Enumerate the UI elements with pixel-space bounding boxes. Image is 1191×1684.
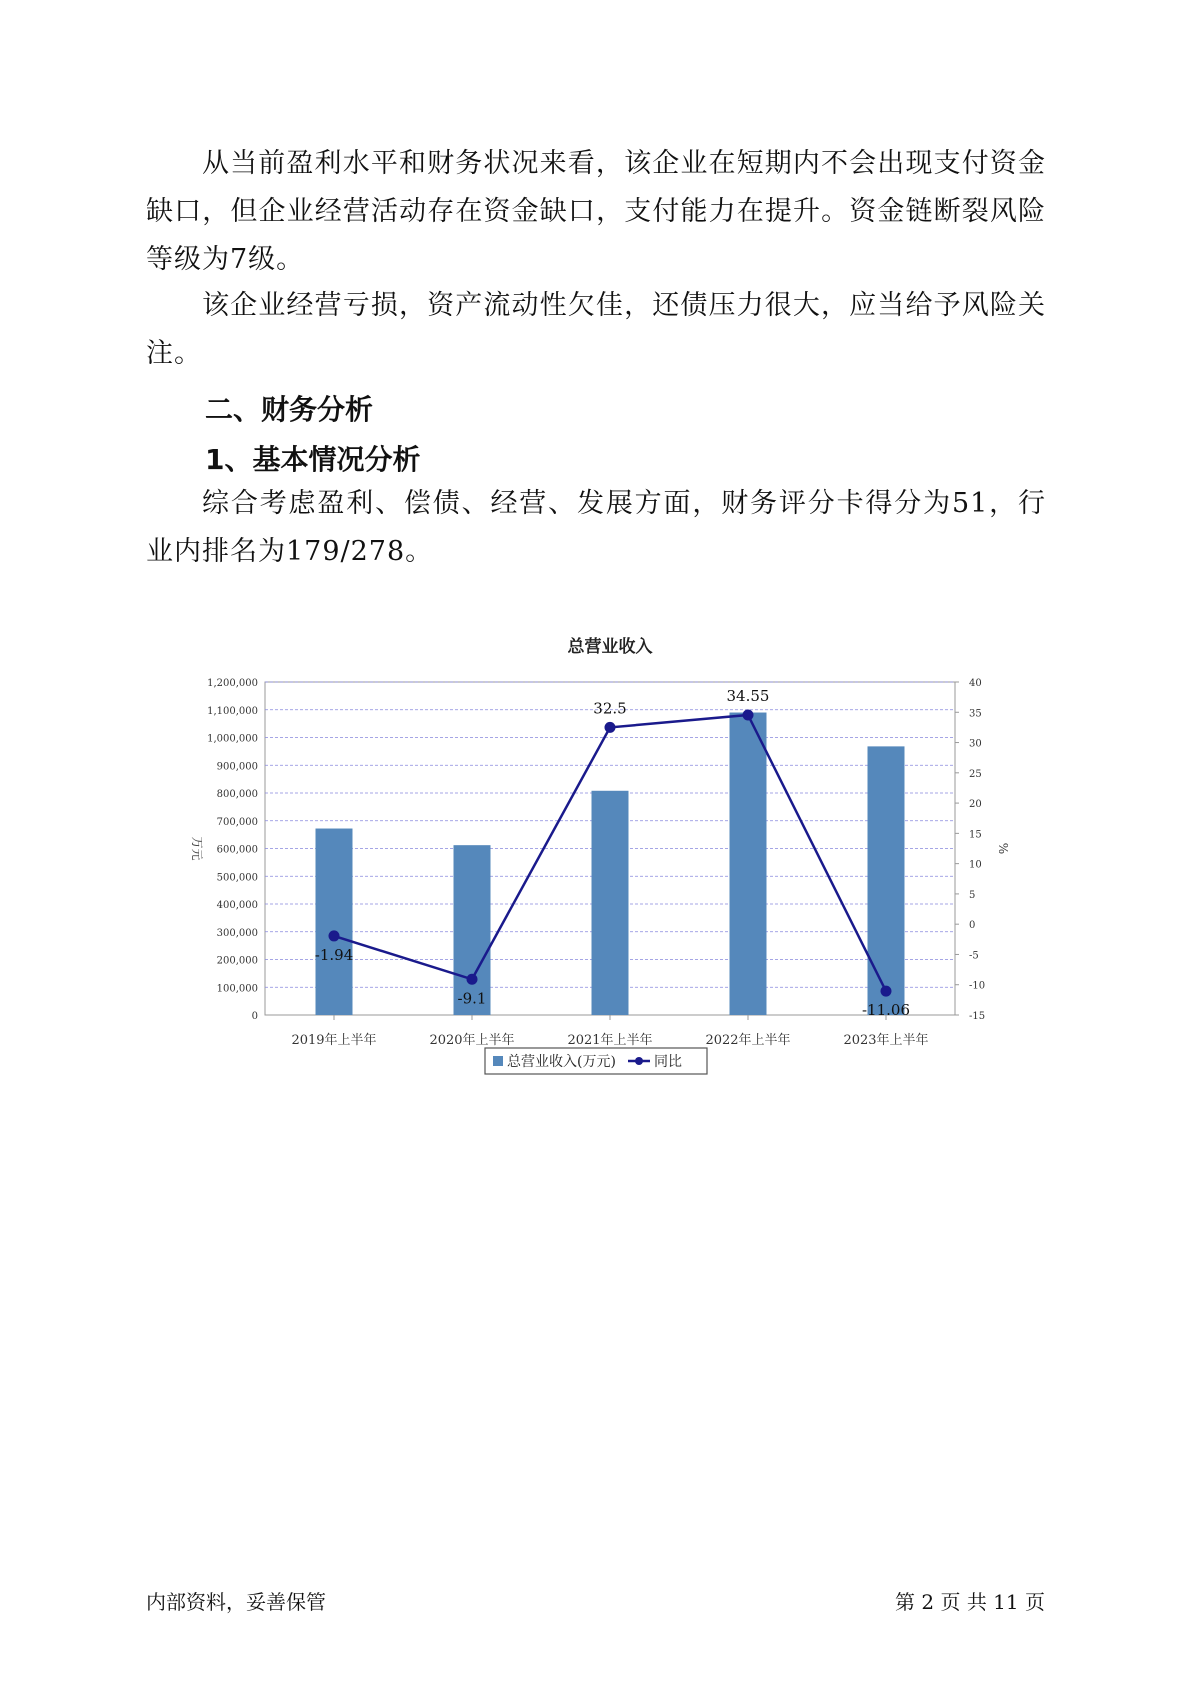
y2-tick-label: 5 — [969, 889, 976, 901]
legend-label-revenue: 总营业收入(万元) — [507, 1054, 616, 1070]
yoy-point — [605, 722, 616, 733]
section-heading: 二、财务分析 — [205, 393, 374, 426]
y2-tick-label: 30 — [969, 738, 982, 750]
x-tick-label: 2019年上半年 — [291, 1033, 377, 1048]
y-tick-label: 300,000 — [216, 927, 258, 939]
x-tick-label: 2023年上半年 — [843, 1033, 929, 1048]
y2-tick-label: 15 — [969, 829, 982, 841]
yoy-data-label: -11.06 — [861, 1001, 911, 1020]
chart-title: 总营业收入 — [567, 637, 653, 657]
y2-tick-label: 10 — [969, 859, 982, 871]
y2-axis-label: % — [996, 842, 1010, 855]
footer-confidential: 内部资料，妥善保管 — [146, 1590, 326, 1614]
y-tick-label: 200,000 — [216, 955, 258, 967]
subsection-heading: 1、基本情况分析 — [205, 443, 421, 476]
paragraph-scorecard: 综合考虑盈利、偿债、经营、发展方面，财务评分卡得分为51，行业内排名为179/278。 — [146, 488, 1046, 567]
bar — [316, 829, 353, 1015]
y-tick-label: 0 — [251, 1011, 258, 1022]
yoy-point — [329, 930, 340, 941]
y2-tick-label: -10 — [969, 980, 986, 992]
y2-tick-label: 35 — [969, 708, 982, 720]
x-tick-label: 2021年上半年 — [567, 1033, 653, 1048]
y2-tick-label: 40 — [969, 678, 982, 689]
revenue-chart — [170, 630, 1020, 1090]
x-tick-label: 2022年上半年 — [705, 1033, 791, 1048]
legend-swatch-point — [635, 1057, 643, 1065]
yoy-data-label: -1.94 — [314, 945, 354, 964]
y2-tick-label: 0 — [969, 920, 976, 932]
x-tick-label: 2020年上半年 — [429, 1033, 515, 1048]
yoy-data-label: 34.55 — [726, 686, 770, 705]
y-tick-label: 900,000 — [216, 761, 258, 773]
y-tick-label: 700,000 — [216, 816, 258, 828]
y-axis-label: 万元 — [190, 836, 204, 861]
legend — [485, 1048, 707, 1074]
y-tick-label: 800,000 — [216, 789, 258, 800]
yoy-point — [881, 986, 892, 997]
footer-page-number: 第 2 页 共 11 页 — [895, 1590, 1045, 1614]
legend-swatch-bar — [493, 1056, 503, 1066]
y-tick-label: 500,000 — [216, 872, 258, 884]
paragraph-risk: 该企业经营亏损，资产流动性欠佳，还债压力很大，应当给予风险关注。 — [146, 290, 1046, 369]
yoy-data-label: 32.5 — [593, 699, 627, 718]
paragraph-liquidity: 从当前盈利水平和财务状况来看，该企业在短期内不会出现支付资金缺口，但企业经营活动存在资金缺口，支付能力在提升。资金链断裂风险等级为7级。 — [146, 148, 1046, 275]
y2-tick-label: -15 — [969, 1011, 986, 1022]
y2-tick-label: -5 — [969, 950, 979, 962]
yoy-point — [743, 709, 754, 720]
y-tick-label: 1,000,000 — [207, 733, 258, 745]
y-tick-label: 400,000 — [216, 900, 258, 911]
y2-tick-label: 25 — [969, 768, 982, 780]
y-tick-label: 1,200,000 — [207, 678, 258, 689]
bar — [730, 713, 767, 1015]
bar — [868, 746, 905, 1015]
yoy-point — [467, 974, 478, 985]
y2-tick-label: 20 — [969, 799, 982, 811]
y-tick-label: 100,000 — [216, 983, 258, 995]
y-tick-label: 600,000 — [216, 844, 258, 856]
legend-label-yoy: 同比 — [654, 1054, 682, 1070]
revenue-chart-svg — [170, 630, 1020, 1090]
y-tick-label: 1,100,000 — [207, 705, 258, 717]
bar — [592, 791, 629, 1015]
yoy-data-label: -9.1 — [457, 989, 487, 1008]
